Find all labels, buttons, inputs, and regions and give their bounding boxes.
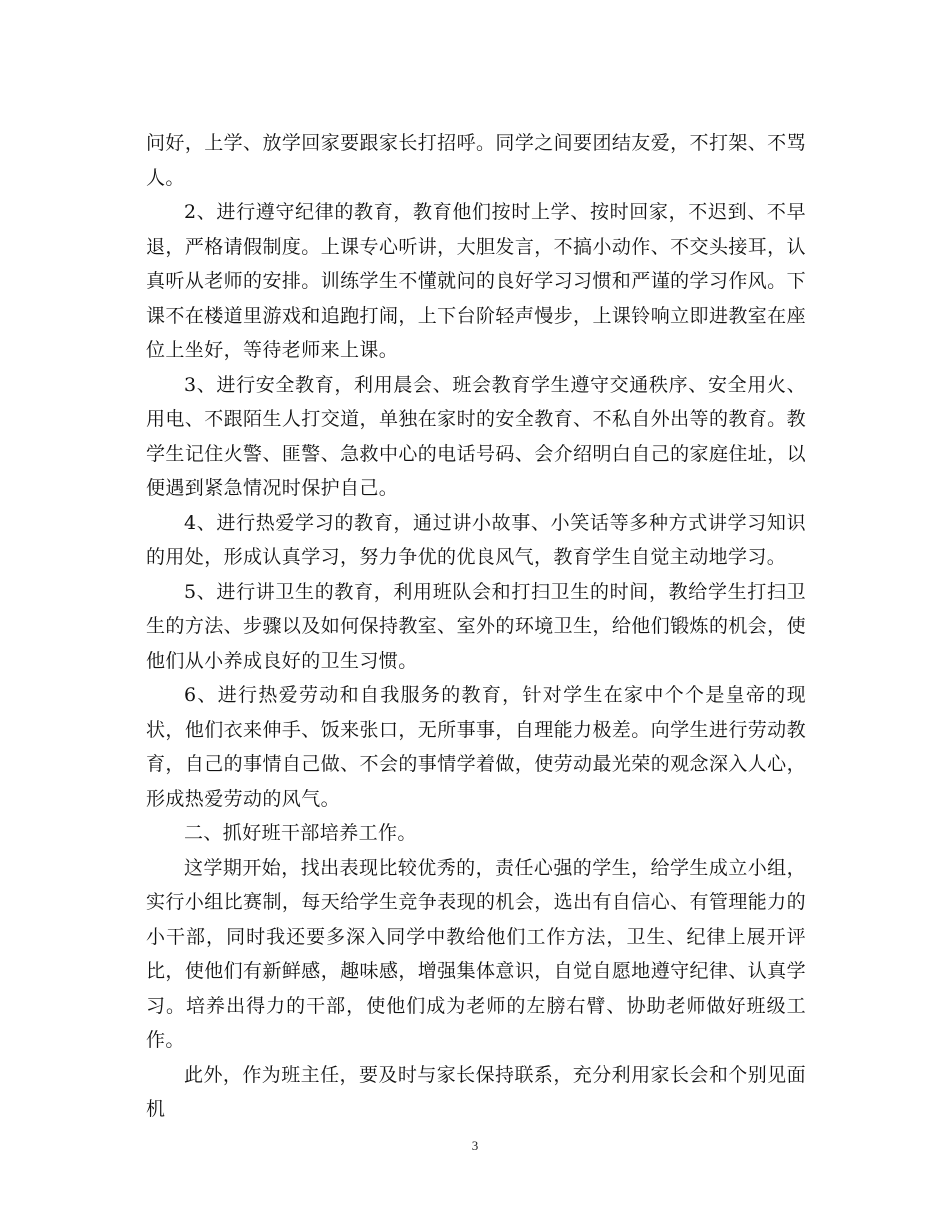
paragraph-3: 3、进行安全教育，利用晨会、班会教育学生遵守交通秩序、安全用火、用电、不跟陌生人打交道，单独在家时的安全教育、不私自外出等的教育。教学生记住火警、匪警、急救中心的电话号码、会介绍明白自己的家庭住址，以便遇到紧急情况时保护自己。 <box>146 373 806 499</box>
paragraph-5: 5、进行讲卫生的教育，利用班队会和打扫卫生的时间，教给学生打扫卫生的方法、步骤以及如何保持教室、室外的环境卫生，给他们锻炼的机会，使他们从小养成良好的卫生习惯。 <box>146 580 806 672</box>
paragraph-2: 2、进行遵守纪律的教育，教育他们按时上学、按时回家，不迟到、不早退，严格请假制度。上课专心听讲，大胆发言，不搞小动作、不交头接耳，认真听从老师的安排。训练学生不懂就问的良好学习习惯和严谨的学习作风。下课不在楼道里游戏和追跑打闹，上下台阶轻声慢步，上课铃响立即进教室在座位上坐好，等待老师来上课。 <box>146 201 806 361</box>
paragraph-1: 问好，上学、放学回家要跟家长打招呼。同学之间要团结友爱，不打架、不骂人。 <box>146 132 806 189</box>
paragraph-7: 这学期开始，找出表现比较优秀的，责任心强的学生，给学生成立小组，实行小组比赛制，每天给学生竞争表现的机会，选出有自信心、有管理能力的小干部，同时我还要多深入同学中教给他们工作方法，卫生、纪律上展开评比，使他们有新鲜感，趣味感，增强集体意识，自觉自愿地遵守纪律、认真学习。培养出得力的干部，使他们成为老师的左膀右臂、协助老师做好班级工作。 <box>146 856 806 1051</box>
document-body <box>146 126 806 1127</box>
paragraph-4: 4、进行热爱学习的教育，通过讲小故事、小笑话等多种方式讲学习知识的用处，形成认真学习，努力争优的优良风气，教育学生自觉主动地学习。 <box>146 511 806 568</box>
paragraph-8: 此外，作为班主任，要及时与家长保持联系，充分利用家长会和个别见面机 <box>146 1063 806 1120</box>
section-heading: 二、抓好班干部培养工作。 <box>184 822 417 844</box>
paragraph-6: 6、进行热爱劳动和自我服务的教育，针对学生在家中个个是皇帝的现状，他们衣来伸手、饭来张口，无所事事，自理能力极差。向学生进行劳动教育，自己的事情自己做、不会的事情学着做，使劳动最光荣的观念深入人心，形成热爱劳动的风气。 <box>146 684 806 810</box>
page-number: 3 <box>471 1138 479 1153</box>
